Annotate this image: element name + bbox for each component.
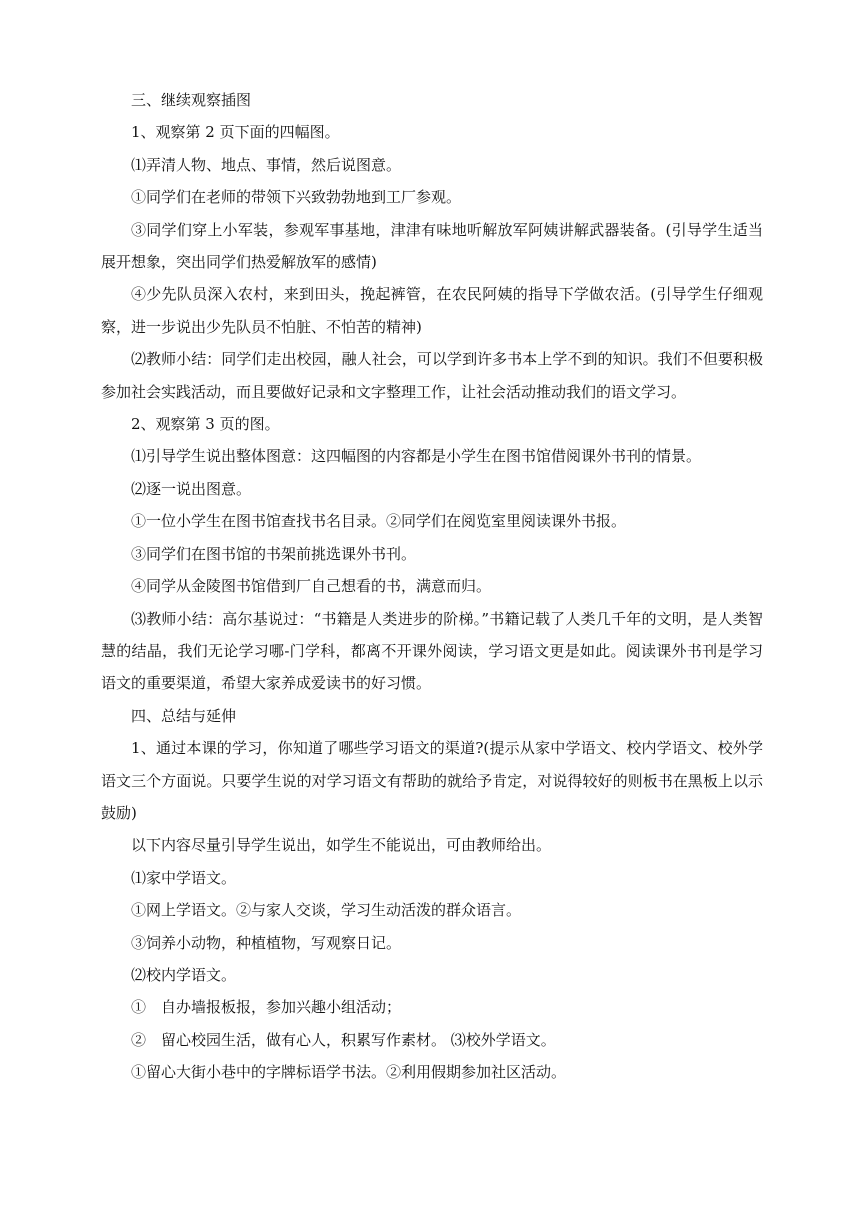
paragraph: ⑵逐一说出图意。 [131, 479, 252, 498]
paragraph: ①留心大街小巷中的字牌标语学书法。②利用假期参加社区活动。 [131, 1063, 567, 1082]
paragraph: ③同学们在图书馆的书架前挑选课外书刊。 [131, 544, 417, 563]
paragraph: ③饲养小动物，种植植物，写观察日记。 [131, 933, 402, 952]
paragraph: ④同学从金陵图书馆借到厂自己想看的书，满意而归。 [131, 577, 492, 596]
paragraph: ⑴弄清人物、地点、事情，然后说图意。 [131, 155, 402, 174]
paragraph: ①同学们在老师的带领下兴致勃勃地到工厂参观。 [131, 188, 462, 207]
paragraph: ⑶教师小结：高尔基说过：“书籍是人类进步的阶梯。”书籍记载了人类几千年的文明，是人类智慧的结晶，我们无论学习哪-门学科，都离不开课外阅读，学习语文更是如此。阅读课外书刊是学习语文的重要渠道，希望大家养成爱读书的好习惯。 [101, 609, 763, 693]
paragraph: ② 留心校园生活，做有心人，积累写作素材。 ⑶校外学语文。 [131, 1030, 556, 1049]
paragraph: 以下内容尽量引导学生说出，如学生不能说出，可由教师给出。 [131, 836, 552, 855]
paragraph: ①一位小学生在图书馆查找书名目录。②同学们在阅览室里阅读课外书报。 [131, 512, 627, 531]
section-heading-3: 三、继续观察插图 [131, 91, 252, 109]
paragraph: 2、观察第 3 页的图。 [131, 415, 280, 434]
paragraph: 1、通过本课的学习，你知道了哪些学习语文的渠道?(提示从家中学语文、校内学语文、校外学语文三个方面说。只要学生说的对学习语文有帮助的就给予肯定，对说得较好的则板书在黑板上以示鼓励) [101, 739, 763, 822]
paragraph: 1、观察第 2 页下面的四幅图。 [131, 123, 340, 142]
section-heading-4: 四、总结与延伸 [131, 706, 237, 725]
document-body [101, 84, 763, 1089]
paragraph: ① 自办墙报板报，参加兴趣小组活动； [131, 998, 402, 1017]
paragraph: ⑵教师小结：同学们走出校园，融人社会，可以学到许多书本上学不到的知识。我们不但要积极参加社会实践活动，而且要做好记录和文字整理工作，让社会活动推动我们的语文学习。 [101, 350, 763, 401]
paragraph: ③同学们穿上小军装，参观军事基地，津津有味地听解放军阿姨讲解武器装备。(引导学生适当展开想象，突出同学们热爱解放军的感情) [101, 220, 763, 272]
paragraph: ④少先队员深入农村，来到田头，挽起裤管，在农民阿姨的指导下学做农活。(引导学生仔细观察，进一步说出少先队员不怕脏、不怕苦的精神) [101, 285, 763, 336]
paragraph: ⑵校内学语文。 [131, 965, 237, 984]
paragraph: ⑴引导学生说出整体图意：这四幅图的内容都是小学生在图书馆借阅课外书刊的情景。 [131, 447, 702, 466]
paragraph: ⑴家中学语文。 [131, 868, 237, 887]
paragraph: ①网上学语文。②与家人交谈，学习生动活泼的群众语言。 [131, 901, 522, 920]
